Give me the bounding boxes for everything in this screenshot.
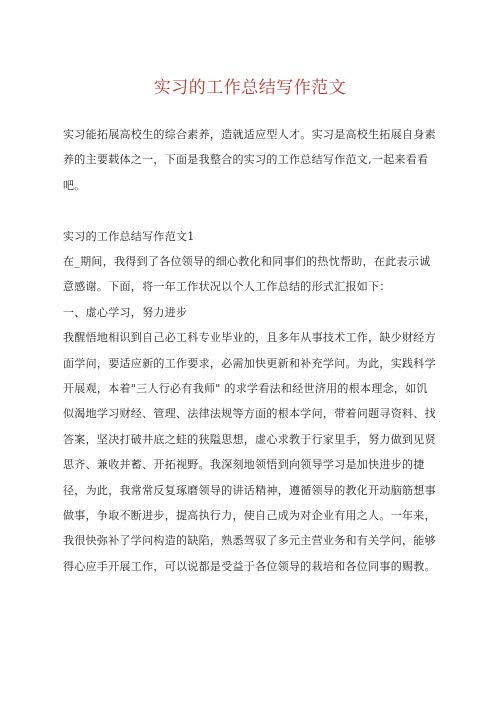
section-heading: 实习的工作总结写作范文1 [63, 229, 195, 243]
opening-paragraph: 在_期间，我得到了各位领导的细心教化和同事们的热忱帮助，在此表示诚意感谢。下面，将一年工作状况以个人工作总结的形式汇报如下： [63, 255, 431, 294]
paragraph-spacer [63, 198, 439, 223]
document-body [63, 122, 439, 579]
intro-paragraph: 实习能拓展高校生的综合素养，造就适应型人才。实习是高校生拓展自身素养的主要载体之一，下面是我整合的实习的工作总结写作范文,一起来看看吧。 [63, 128, 436, 192]
point-body-paragraph: 我醒悟地相识到自己必工科专业毕业的，且多年从事技术工作，缺少财经方面学问，要适应新的工作要求，必需加快更新和补充学问。为此，实践科学开展观，本着"三人行必有我师" 的求学看法和经世济用的根本理念，如饥似渴地学习财经、管理、法律法规等方面的根本学问，带着问题寻资料、找答案，坚决打破井底之蛙的狭隘思想，虚心求教于行家里手，努力做到见贤思齐、兼收并蓄、开拓视野。我深刻地领悟到向领导学习是加快进步的捷径，为此，我常常反复琢磨领导的讲话精神，遵循领导的教化开动脑筋想事做事，争取不断进步，提高执行力，使自己成为对企业有用之人。一年来，我很快弥补了学问构造的缺陷，熟悉驾驭了多元主营业务和有关学问，能够得心应手开展工作，可以说都是受益于各位领导的栽培和各位同事的赐教。 [63, 331, 436, 573]
document-title: 实习的工作总结写作范文 [153, 78, 347, 98]
point-heading: 一、虚心学习，努力进步 [63, 305, 188, 319]
